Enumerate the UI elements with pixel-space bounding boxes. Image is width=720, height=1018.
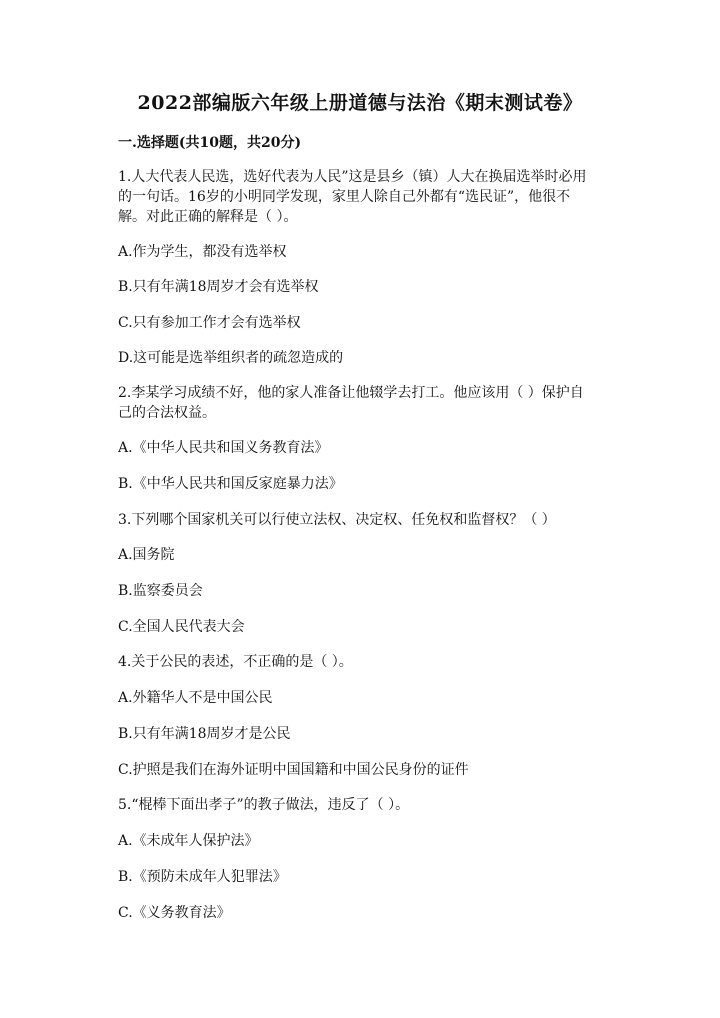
question-1-option-d: D.这可能是选举组织者的疏忽造成的 [118, 350, 344, 366]
question-5-option-b: B.《预防未成年人犯罪法》 [118, 869, 287, 885]
exam-title: 2022部编版六年级上册道德与法治《期末测试卷》 [137, 92, 583, 114]
question-1-stem-line-2: 的一句话。16岁的小明同学发现，家里人除自己外都有“选民证”，他很不 [118, 189, 571, 205]
question-2-option-b: B.《中华人民共和国反家庭暴力法》 [118, 476, 343, 492]
question-5-stem: 5.“棍棒下面出孝子”的教子做法，违反了（ ）。 [118, 797, 410, 813]
question-4-stem: 4.关于公民的表述，不正确的是（ ）。 [118, 654, 353, 670]
question-4-option-c: C.护照是我们在海外证明中国国籍和中国公民身份的证件 [118, 762, 469, 778]
question-3-option-b: B.监察委员会 [118, 583, 203, 599]
question-2-option-a: A.《中华人民共和国义务教育法》 [118, 440, 329, 456]
section-heading: 一.选择题(共10题，共20分) [118, 135, 302, 151]
question-3-option-c: C.全国人民代表大会 [118, 619, 245, 635]
question-5-option-a: A.《未成年人保护法》 [118, 833, 259, 849]
question-1-option-b: B.只有年满18周岁才会有选举权 [118, 279, 319, 295]
question-5-option-c: C.《义务教育法》 [118, 905, 231, 921]
question-2-stem-line-2: 己的合法权益。 [118, 405, 216, 421]
question-1-stem-line-1: 1.人大代表人民选，选好代表为人民”这是县乡（镇）人大在换届选举时必用 [118, 169, 587, 185]
question-4-option-a: A.外籍华人不是中国公民 [118, 690, 273, 706]
question-4-option-b: B.只有年满18周岁才是公民 [118, 726, 291, 742]
question-2-stem-line-1: 2.李某学习成绩不好，他的家人准备让他辍学去打工。他应该用（ ）保护自 [118, 385, 584, 401]
question-3-stem: 3.下列哪个国家机关可以行使立法权、决定权、任免权和监督权？（ ） [118, 512, 556, 528]
question-3-option-a: A.国务院 [118, 547, 175, 563]
question-1-option-c: C.只有参加工作才会有选举权 [118, 315, 301, 331]
question-1-stem-line-3: 解。对此正确的解释是（ ）。 [118, 209, 298, 225]
question-1-option-a: A.作为学生，都没有选举权 [118, 244, 287, 260]
